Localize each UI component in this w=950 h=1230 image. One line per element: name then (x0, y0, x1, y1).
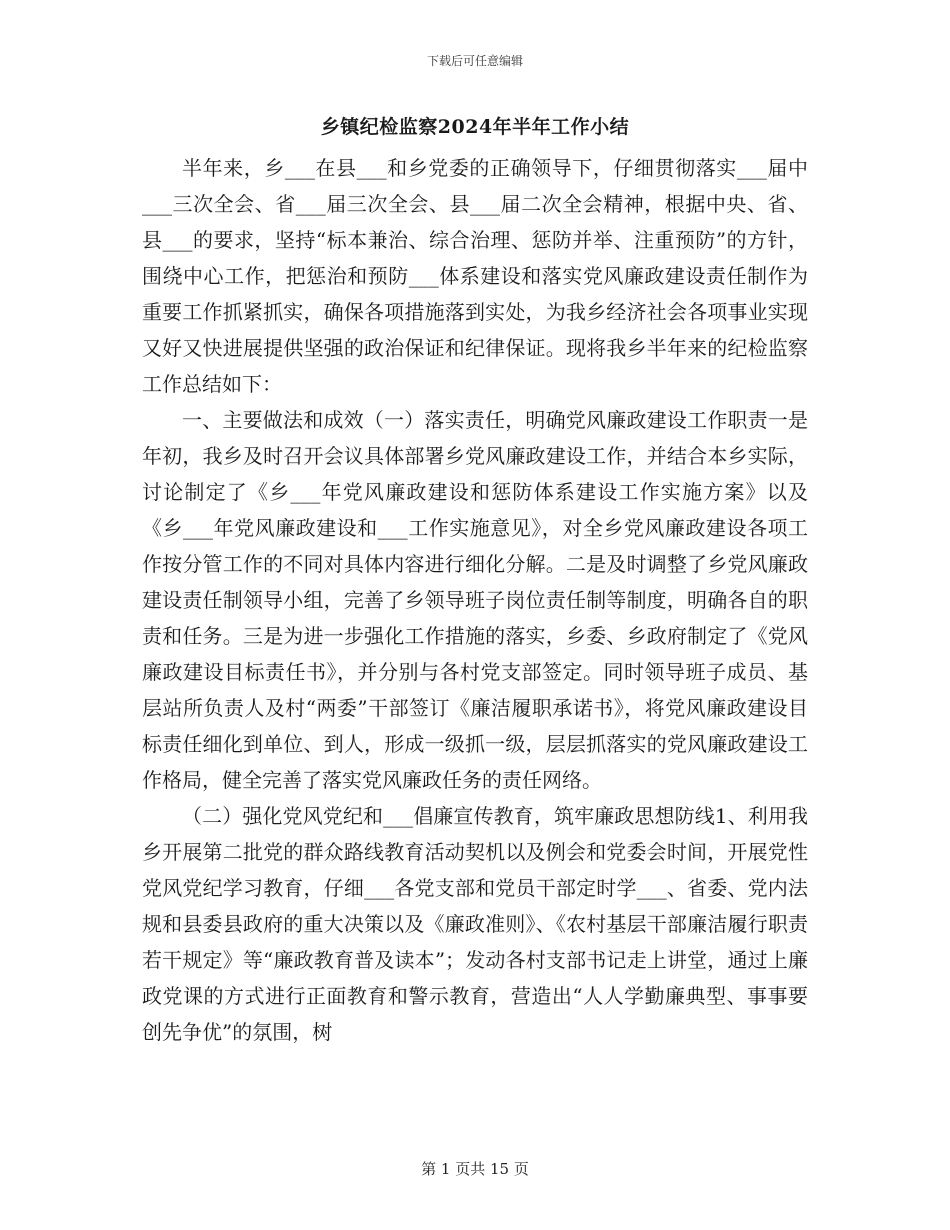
paragraph-intro: 半年来，乡___在县___和乡党委的正确领导下，仔细贯彻落实___届中___三次全会、省___届三次全会、县___届二次全会精神，根据中央、省、县___的要求，坚持“标本兼治、综合治理、惩防并举、注重预防”的方针，围绕中心工作，把惩治和预防___体系建设和落实党风廉政建设责任制作为重要工作抓紧抓实，确保各项措施落到实处，为我乡经济社会各项事业实现又好又快进展提供坚强的政治保证和纪律保证。现将我乡半年来的纪检监察工作总结如下： (142, 156, 808, 396)
header-note: 下载后可任意编辑 (426, 54, 523, 68)
document-title: 乡镇纪检监察2024年半年工作小结 (320, 116, 630, 138)
document-body (142, 150, 808, 1050)
paragraph-section-one: 一、主要做法和成效（一）落实责任，明确党风廉政建设工作职责一是年初，我乡及时召开会议具体部署乡党风廉政建设工作，并结合本乡实际，讨论制定了《乡___年党风廉政建设和惩防体系建设工作实施方案》以及《乡___年党风廉政建设和___工作实施意见》，对全乡党风廉政建设各项工作按分管工作的不同对具体内容进行细化分解。二是及时调整了乡党风廉政建设责任制领导小组，完善了乡领导班子岗位责任制等制度，明确各自的职责和任务。三是为进一步强化工作措施的落实，乡委、乡政府制定了《党风廉政建设目标责任书》，并分别与各村党支部签定。同时领导班子成员、基层站所负责人及村“两委”干部签订《廉洁履职承诺书》，将党风廉政建设目标责任细化到单位、到人，形成一级抓一级，层层抓落实的党风廉政建设工作格局，健全完善了落实党风廉政任务的责任网络。 (142, 408, 808, 792)
page-number: 第 1 页共 15 页 (421, 1160, 529, 1178)
paragraph-section-two: （二）强化党风党纪和___倡廉宣传教育，筑牢廉政思想防线1、利用我乡开展第二批党的群众路线教育活动契机以及例会和党委会时间，开展党性党风党纪学习教育，仔细___各党支部和党员干部定时学___、省委、党内法规和县委县政府的重大决策以及《廉政准则》、《农村基层干部廉洁履行职责若干规定》等“廉政教育普及读本”；发动各村支部书记走上讲堂，通过上廉政党课的方式进行正面教育和警示教育，营造出“人人学勤廉典型、事事要创先争优”的氛围，树 (142, 804, 808, 1044)
